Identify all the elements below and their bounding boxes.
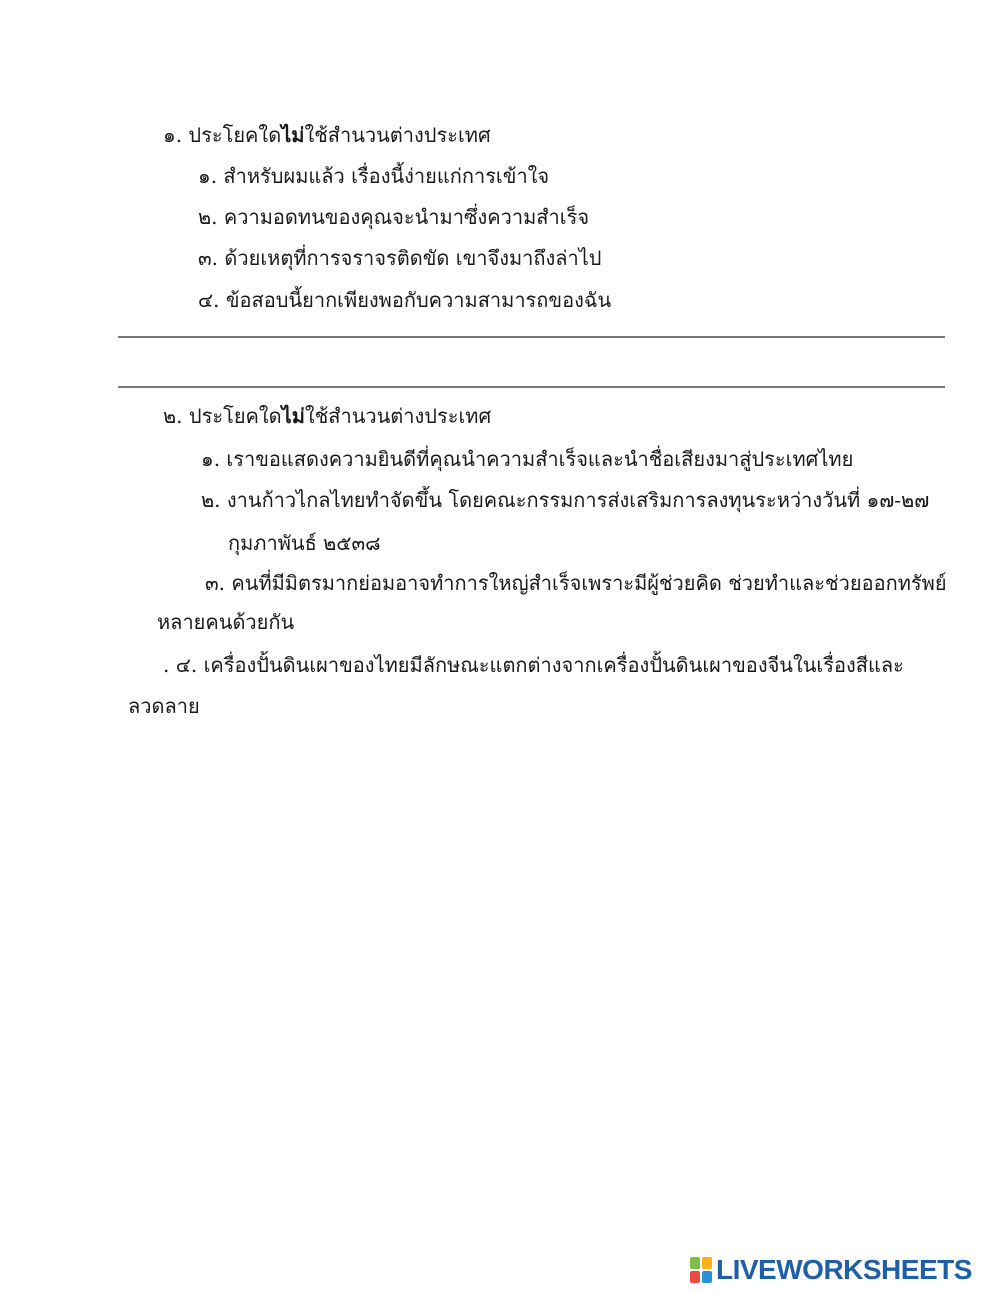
- logo-square-yellow: [702, 1257, 712, 1269]
- question-1-title-suffix: ใช้สำนวนต่างประเทศ: [304, 123, 491, 147]
- question-2-choice-3[interactable]: ๓. คนที่มีมิตรมากย่อมอาจทำการใหญ่สำเร็จเพราะมีผู้ช่วยคิด ช่วยทำและช่วยออกทรัพย์: [205, 571, 947, 595]
- liveworksheets-logo[interactable]: [690, 1255, 972, 1285]
- question-1-choice-3[interactable]: ๓. ด้วยเหตุที่การจราจรติดขัด เขาจึงมาถึงล่าไป: [198, 246, 602, 270]
- question-1-choice-2[interactable]: ๒. ความอดทนของคุณจะนำมาซึ่งความสำเร็จ: [198, 205, 590, 229]
- question-2-choice-4-continued[interactable]: ลวดลาย: [128, 694, 200, 718]
- question-1-title: [163, 121, 491, 149]
- question-2-title: [163, 402, 491, 430]
- logo-square-green: [690, 1257, 700, 1269]
- liveworksheets-logo-icon: [690, 1257, 712, 1283]
- logo-square-red: [690, 1271, 700, 1283]
- question-2-choice-3-continued[interactable]: หลายคนด้วยกัน: [157, 610, 295, 634]
- liveworksheets-brand-text: LIVEWORKSHEETS: [716, 1254, 972, 1285]
- question-1-title-emphasis: ไม่: [281, 123, 305, 147]
- question-2-title-prefix: ๒. ประโยคใด: [163, 404, 282, 428]
- question-1-choice-4[interactable]: ๔. ข้อสอบนี้ยากเพียงพอกับความสามารถของฉัน: [198, 288, 612, 312]
- question-2-choice-1[interactable]: ๑. เราขอแสดงความยินดีที่คุณนำความสำเร็จและนำชื่อเสียงมาสู่ประเทศไทย: [201, 447, 854, 471]
- question-2-title-suffix: ใช้สำนวนต่างประเทศ: [304, 404, 492, 428]
- question-1-choice-1[interactable]: ๑. สำหรับผมแล้ว เรื่องนี้ง่ายแก่การเข้าใจ: [198, 164, 550, 188]
- question-2-choice-2[interactable]: ๒. งานก้าวไกลไทยทำจัดขึ้น โดยคณะกรรมการส่งเสริมการลงทุนระหว่างวันที่ ๑๗-๒๗: [201, 488, 930, 512]
- answer-line-1: [118, 336, 945, 338]
- question-2-choice-4[interactable]: . ๔. เครื่องปั้นดินเผาของไทยมีลักษณะแตกต่างจากเครื่องปั้นดินเผาของจีนในเรื่องสีและ: [163, 653, 904, 677]
- question-2-choice-2-continued[interactable]: กุมภาพันธ์ ๒๕๓๘: [228, 531, 381, 555]
- question-2-title-emphasis: ไม่: [281, 404, 305, 428]
- logo-square-blue: [702, 1271, 712, 1283]
- question-1-title-prefix: ๑. ประโยคใด: [163, 123, 282, 147]
- answer-line-2: [118, 386, 945, 388]
